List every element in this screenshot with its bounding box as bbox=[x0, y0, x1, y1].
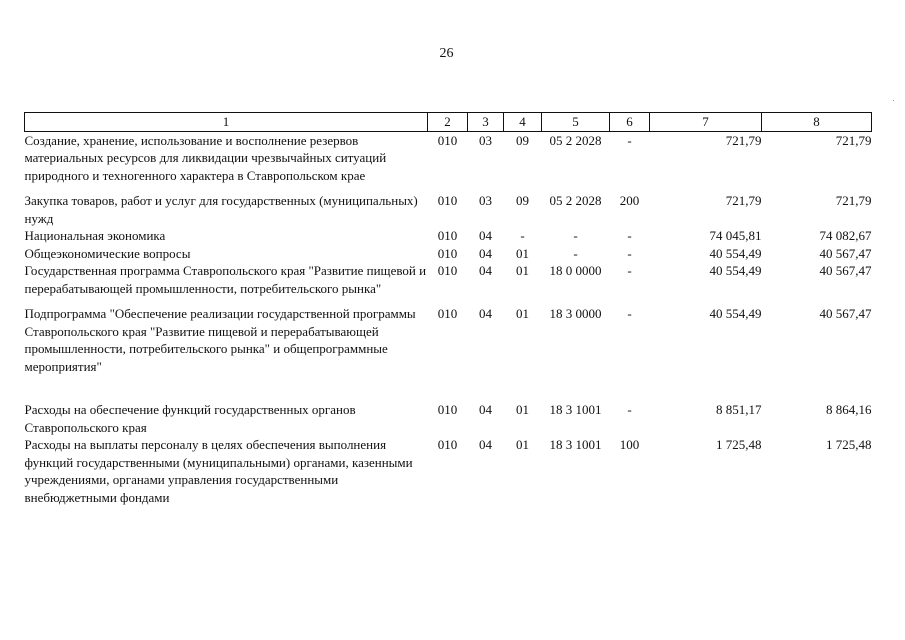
row-ministry-code: 010 bbox=[437, 437, 458, 452]
row-name: Создание, хранение, использование и восполнение резервов материальных ресурсов для ликвидации чрезвычайных ситуаций природного и техногенного характера в Ставропольском крае bbox=[24, 132, 387, 183]
row-spacer bbox=[25, 375, 872, 401]
row-section-code: 04 bbox=[479, 437, 492, 452]
row-subsection-code: - bbox=[520, 228, 525, 243]
row-expense-type: - bbox=[627, 228, 632, 243]
row-name: Общеэкономические вопросы bbox=[24, 245, 191, 261]
table-row bbox=[25, 436, 872, 506]
row-target-code: - bbox=[573, 228, 578, 243]
row-name: Закупка товаров, работ и услуг для государственных (муниципальных) нужд bbox=[24, 193, 418, 226]
row-target-code: 18 3 1001 bbox=[549, 402, 602, 417]
row-name: Национальная экономика bbox=[24, 228, 166, 243]
row-amount-1: 74 045,81 bbox=[709, 228, 762, 243]
row-amount-2: 40 567,47 bbox=[819, 263, 872, 278]
row-spacer bbox=[25, 297, 872, 305]
row-name: Подпрограмма "Обеспечение реализации государственной программы Ставропольского края "Развитие пищевой и перерабатывающей промышленности, потребительского рынка" и общепрограммные мероприятия" bbox=[24, 306, 416, 374]
page-number: 26 bbox=[439, 46, 454, 61]
row-subsection-code: 09 bbox=[516, 193, 529, 208]
table-row bbox=[25, 192, 872, 227]
row-amount-2: 721,79 bbox=[835, 132, 872, 148]
row-amount-2: 8 864,16 bbox=[826, 402, 872, 417]
row-amount-1: 40 554,49 bbox=[709, 306, 762, 321]
column-header-8: 8 bbox=[762, 113, 872, 132]
row-section-code: 04 bbox=[479, 228, 492, 243]
row-amount-1: 40 554,49 bbox=[709, 263, 762, 278]
row-section-code: 03 bbox=[479, 132, 492, 148]
row-expense-type: 200 bbox=[619, 193, 640, 208]
row-section-code: 04 bbox=[479, 263, 492, 278]
scan-edge-mark bbox=[893, 100, 894, 101]
row-name: Расходы на выплаты персоналу в целях обеспечения выполнения функций государственными (муниципальными) органами, казенными учреждениями, органами управления государственными внебюджетными фондами bbox=[24, 437, 413, 505]
row-subsection-code: 09 bbox=[516, 132, 529, 148]
row-name: Государственная программа Ставропольского края "Развитие пищевой и перерабатывающей промышленности, потребительского рынка" bbox=[24, 263, 427, 296]
row-ministry-code: 010 bbox=[437, 245, 458, 261]
row-spacer bbox=[25, 184, 872, 192]
row-expense-type: - bbox=[627, 263, 632, 278]
column-header-1: 1 bbox=[25, 113, 428, 132]
row-name: Расходы на обеспечение функций государственных органов Ставропольского края bbox=[24, 402, 356, 435]
table-row bbox=[25, 227, 872, 245]
column-header-5: 5 bbox=[542, 113, 610, 132]
row-amount-1: 1 725,48 bbox=[716, 437, 762, 452]
row-target-code: 05 2 2028 bbox=[549, 193, 602, 208]
row-section-code: 04 bbox=[479, 402, 492, 417]
table-row bbox=[25, 245, 872, 263]
row-target-code: 18 3 0000 bbox=[549, 306, 602, 321]
row-amount-2: 1 725,48 bbox=[826, 437, 872, 452]
budget-table bbox=[24, 112, 872, 506]
row-expense-type: - bbox=[627, 402, 632, 417]
row-ministry-code: 010 bbox=[437, 402, 458, 417]
row-section-code: 04 bbox=[479, 306, 492, 321]
row-target-code: - bbox=[573, 245, 578, 261]
table-row bbox=[25, 131, 872, 184]
row-amount-2: 40 567,47 bbox=[819, 245, 872, 261]
row-expense-type: - bbox=[627, 306, 632, 321]
column-header-2: 2 bbox=[428, 113, 468, 132]
row-subsection-code: 01 bbox=[516, 402, 529, 417]
row-expense-type: - bbox=[627, 132, 632, 148]
table-row bbox=[25, 305, 872, 375]
column-header-7: 7 bbox=[650, 113, 762, 132]
row-amount-2: 40 567,47 bbox=[819, 306, 872, 321]
row-amount-1: 721,79 bbox=[725, 132, 762, 148]
row-subsection-code: 01 bbox=[516, 263, 529, 278]
row-expense-type: 100 bbox=[619, 437, 640, 452]
row-section-code: 04 bbox=[479, 245, 492, 261]
row-subsection-code: 01 bbox=[516, 437, 529, 452]
row-amount-1: 721,79 bbox=[725, 193, 762, 208]
column-header-4: 4 bbox=[504, 113, 542, 132]
column-header-3: 3 bbox=[468, 113, 504, 132]
table-row bbox=[25, 401, 872, 436]
row-subsection-code: 01 bbox=[516, 306, 529, 321]
row-ministry-code: 010 bbox=[437, 228, 458, 243]
row-target-code: 05 2 2028 bbox=[549, 132, 602, 148]
table-header-row bbox=[25, 113, 872, 132]
row-amount-1: 40 554,49 bbox=[709, 245, 762, 261]
column-header-6: 6 bbox=[610, 113, 650, 132]
row-amount-2: 74 082,67 bbox=[819, 228, 872, 243]
row-amount-2: 721,79 bbox=[835, 193, 872, 208]
row-ministry-code: 010 bbox=[437, 193, 458, 208]
row-section-code: 03 bbox=[479, 193, 492, 208]
row-expense-type: - bbox=[627, 245, 632, 261]
row-amount-1: 8 851,17 bbox=[716, 402, 762, 417]
row-ministry-code: 010 bbox=[437, 132, 458, 148]
row-target-code: 18 0 0000 bbox=[549, 263, 602, 278]
table-row bbox=[25, 262, 872, 297]
row-subsection-code: 01 bbox=[516, 245, 529, 261]
row-ministry-code: 010 bbox=[437, 263, 458, 278]
row-target-code: 18 3 1001 bbox=[549, 437, 602, 452]
row-ministry-code: 010 bbox=[437, 306, 458, 321]
